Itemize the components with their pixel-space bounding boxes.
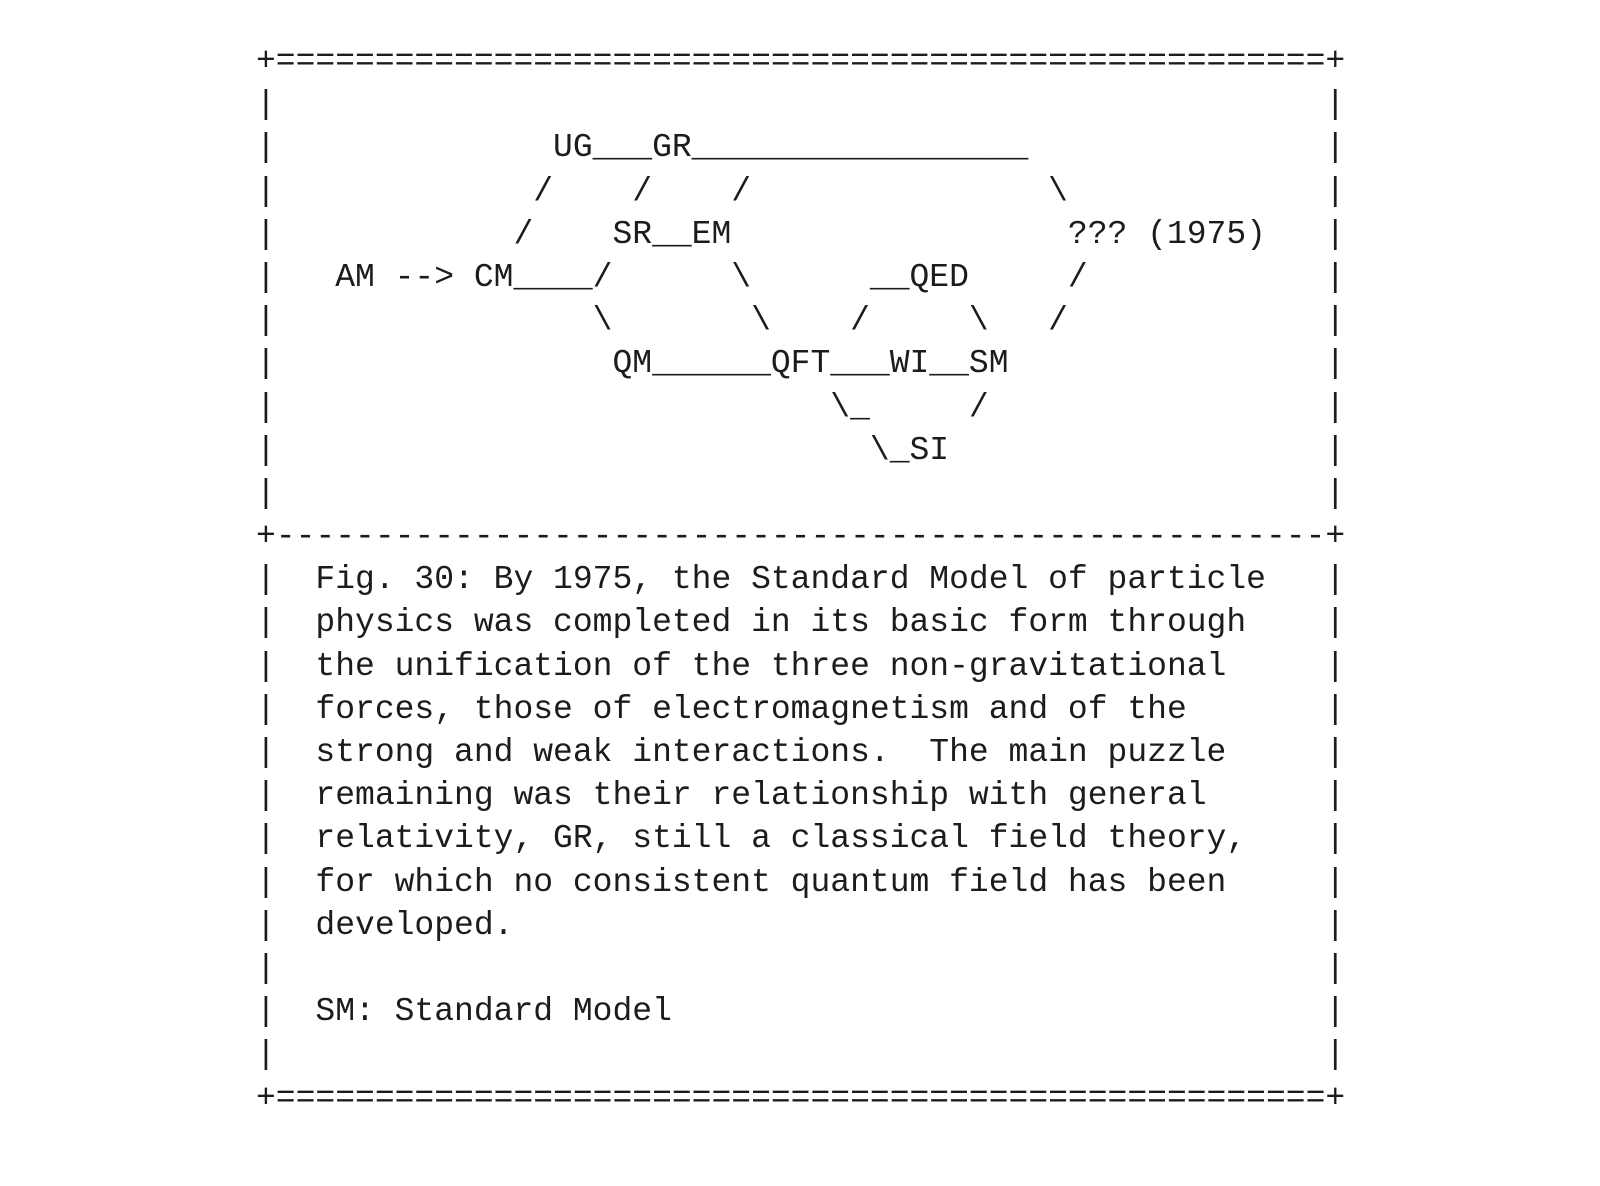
box-blank-row: | | [256, 1036, 1346, 1074]
diagram-row-branches-1: | / / / \ | [256, 172, 1346, 210]
box-bottom-border: +=====================================================+ [256, 1079, 1346, 1117]
legend-line: | SM: Standard Model | [256, 993, 1346, 1031]
caption-line: | physics was completed in its basic form through | [256, 604, 1346, 642]
caption-line: | Fig. 30: By 1975, the Standard Model of particle | [256, 561, 1346, 599]
box-blank-row: | | [256, 86, 1346, 124]
diagram-row-branches-2: | \ \ / \ / | [256, 302, 1346, 340]
caption-line: | developed. | [256, 906, 1346, 944]
caption-line: | the unification of the three non-gravitational | [256, 647, 1346, 685]
caption-line: | remaining was their relationship with general | [256, 777, 1346, 815]
caption-line: | forces, those of electromagnetism and of the | [256, 690, 1346, 728]
caption-line: | strong and weak interactions. The main puzzle | [256, 734, 1346, 771]
diagram-row-qm-qft-wi-sm: | QM______QFT___WI__SM | [256, 345, 1346, 383]
caption-line: | relativity, GR, still a classical field theory, | [256, 820, 1346, 858]
box-divider: +-----------------------------------------------------+ [256, 518, 1346, 556]
diagram-row-ug-gr: | UG___GR_________________ | [256, 129, 1346, 167]
diagram-row-am-cm-qed: | AM --> CM____/ \ __QED / | [256, 258, 1346, 296]
caption-line: | for which no consistent quantum field has been | [256, 863, 1346, 901]
diagram-row-sr-em: | / SR__EM ??? (1975) | [256, 215, 1346, 253]
box-blank-row: | | [256, 949, 1346, 987]
box-top-border: +=====================================================+ [256, 43, 1346, 80]
ascii-figure-box [256, 40, 1345, 1120]
diagram-row-branches-3: | \_ / | [256, 388, 1346, 426]
box-blank-row: | | [256, 474, 1346, 512]
diagram-row-si: | \_SI | [256, 431, 1346, 469]
